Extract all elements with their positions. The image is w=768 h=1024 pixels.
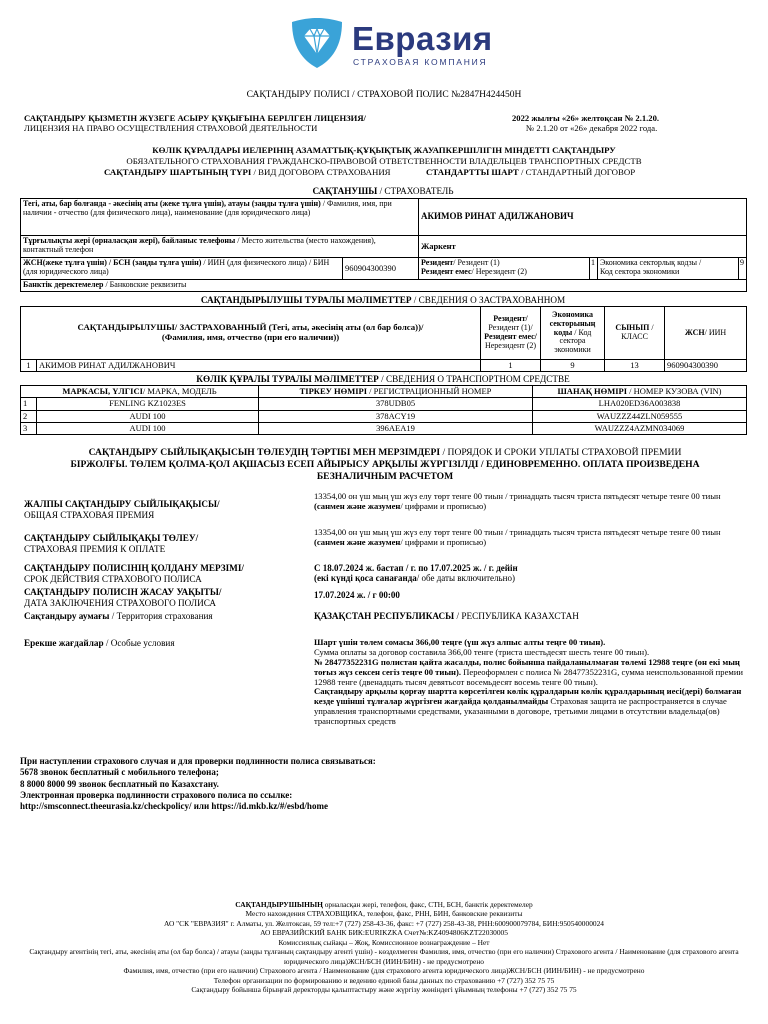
- vehicle-row-reg: 378UDB05: [259, 398, 533, 410]
- payment-order-title: САҚТАНДЫРУ СЫЙЛЫҚАҚЫСЫН ТӨЛЕУДІҢ ТӘРТІБІ МЕН МЕРЗІМДЕРІ / ПОРЯДОК И СРОКИ УПЛАТЫ СТРАХОВОЙ ПРЕМИИ: [88, 447, 682, 458]
- insurer-table: [20, 198, 747, 292]
- footer-line: Место нахождения СТРАХОВЩИКА, телефон, факс, РНН, БИН, банковские реквизиты: [245, 909, 523, 919]
- table-row: [21, 398, 747, 410]
- territory-label: Сақтандыру аумағы / Территория страхования: [24, 611, 213, 621]
- vehicle-col-reg: ТІРКЕУ НӨМІРІ / РЕГИСТРАЦИОННЫЙ НОМЕР: [259, 386, 533, 398]
- insurer-sector-value: 9: [739, 258, 747, 280]
- footer-line: АО ЕВРАЗИЙСКИЙ БАНК БИК:EURIKZKA Счет№:KZ4094806KZT22030005: [260, 928, 508, 938]
- footer-line: Сақтандыру агентінің тегі, аты, әкесінің аты (ол бар болса) / атауы (заңды тұлғаның сақтандыру агенті үшін) - көзделмеген Фамилия, имя, отчество (при его наличии) Страхового агента / Наименование (для страхового агента юридического лица)ЖСН/БСН (ИИН/БИН) - не предусмотрено: [29, 947, 739, 966]
- insurer-address-label: Тұрғылықты жері (орналасқан жері), байланыс телефоны / Место жительства (место нахождения), контактный телефон: [21, 236, 419, 258]
- insurer-iin-value: 960904300390: [343, 258, 419, 280]
- special-conditions-label: Ерекше жағдайлар / Особые условия: [24, 638, 175, 648]
- contract-type-label: САҚТАНДЫРУ ШАРТЫНЫҢ ТҮРІ / ВИД ДОГОВОРА СТРАХОВАНИЯ: [104, 167, 391, 177]
- insurer-resident-value: 1: [590, 258, 598, 280]
- term-label: САҚТАНДЫРУ ПОЛИСІНІҢ ҚОЛДАНУ МЕРЗІМІ/ СРОК ДЕЙСТВИЯ СТРАХОВОГО ПОЛИСА: [24, 563, 244, 584]
- insurer-address-value: Жаркент: [419, 236, 747, 258]
- license-date-kz: 2022 жылғы «26» желтоқсан № 2.1.20.: [512, 113, 660, 123]
- insured-table: [20, 306, 747, 372]
- insurance-type-ru: ОБЯЗАТЕЛЬНОГО СТРАХОВАНИЯ ГРАЖДАНСКО-ПРАВОВОЙ ОТВЕТСТВЕННОСТИ ВЛАДЕЛЬЦЕВ ТРАНСПОРТНЫХ СРЕДСТВ: [126, 156, 642, 166]
- insured-section-title: САҚТАНДЫРЫЛУШЫ ТУРАЛЫ МӘЛІМЕТТЕР / СВЕДЕНИЯ О ЗАСТРАХОВАННОМ: [200, 295, 566, 305]
- insured-row-name: АКИМОВ РИНАТ АДИЛЖАНОВИЧ: [37, 360, 481, 372]
- table-row: [21, 423, 747, 435]
- vehicle-col-model: МАРКАСЫ, ҮЛГІСІ/ МАРКА, МОДЕЛЬ: [21, 386, 259, 398]
- insured-row-resident: 1: [481, 360, 541, 372]
- verification-link[interactable]: http://smsconnect.theeurasia.kz/checkpolicy/ или https://id.mkb.kz/#/esbd/home: [20, 801, 328, 811]
- insured-col-iin: ЖСН/ ИИН: [665, 307, 747, 360]
- insurer-sector-label: Экономика секторлық кодзы / Код сектора экономики: [598, 258, 739, 280]
- vehicle-row-reg: 378ACY19: [259, 410, 533, 422]
- footer-line: Сақтандыру бойынша бірыңғай деректорды қалыптастыру және жүргізу жөніндегі ұйымның телефоны +7 (727) 352 75 75: [191, 985, 577, 995]
- insured-col-sector: Экономика секторының коды / Код сектора экономики: [541, 307, 605, 360]
- vehicle-row-vin: LHA020ED36A003838: [533, 398, 747, 410]
- footer-line: АО "СК "ЕВРАЗИЯ" г. Алматы, ул. Желтоксан, 59 тел:+7 (727) 258-43-36, факс: +7 (727) 258-43-38, РНН:600900079784, БИН:950540000024: [164, 918, 604, 928]
- vehicle-row-vin: WAUZZZ44ZLN059555: [533, 410, 747, 422]
- insurer-section-title: САҚТАНУШЫ / СТРАХОВАТЕЛЬ: [312, 186, 454, 196]
- table-row: [21, 360, 747, 372]
- vehicle-table: [20, 385, 747, 435]
- policy-title: САҚТАНДЫРУ ПОЛИСІ / СТРАХОВОЙ ПОЛИС №2847H424450H: [246, 90, 522, 100]
- insurer-name-value: АКИМОВ РИНАТ АДИЛЖАНОВИЧ: [419, 199, 747, 236]
- insured-col-resident: Резидент/ Резидент (1)/ Резидент емес/ Нерезидент (2): [481, 307, 541, 360]
- license-label-kz: САҚТАНДЫРУ ҚЫЗМЕТІН ЖҮЗЕГЕ АСЫРУ ҚҰҚЫҒЫНА БЕРІЛГЕН ЛИЦЕНЗИЯ/: [24, 113, 366, 123]
- special-conditions-value: Шарт үшін төлем сомасы 366,00 теңге (үш жүз алпыс алты теңге 00 тиын). Сумма оплаты за договор составила 366,00 тенге (триста шестьдесят шесть тенге 00 тиын). № 28477352231G полистан қайта жасалды, полис бойынша пайдаланылмаған төлемі 12988 теңге (он екі мың тоғыз жүз сексен сегіз теңге 00 тиын). Переоформлен с полиса № 28477352231G, сумма неиспользованной премии 12988 тенге (двенадцать тысяч девятьсот восемьдесят восемь тенге 00 тиын). Сақтандыру арқылы қорғау шартта көрсетілген көлік құралдарын көлік құралдарының иесі(дері) болмаған кезде үшінші тұлғалар жүргізген жағдайда қолданылмайды Страховая защита не распространяется в случае управления транспортными средствами, указанными в договоре, третьими лицами в отсутствии владельца(ов) транспортных средств: [314, 637, 744, 726]
- vehicle-row-num: 2: [21, 410, 37, 422]
- contract-type-value: СТАНДАРТТЫ ШАРТ / СТАНДАРТНЫЙ ДОГОВОР: [426, 167, 636, 177]
- insurer-name-label: Тегі, аты, бар болғанда - әкесінің аты (жеке тұлға үшін), атауы (заңды тұлға үшін) / Фамилия, имя, при наличии - отчество (для физического лица), наименование (для юридического лица): [21, 199, 419, 236]
- contact-line: 8 8000 8000 99 звонок бесплатный по Казахстану.: [20, 778, 219, 789]
- premium-label: ЖАЛПЫ САҚТАНДЫРУ СЫЙЛЫҚАҚЫСЫ/ ОБЩАЯ СТРАХОВАЯ ПРЕМИЯ: [24, 499, 220, 520]
- vehicle-row-model: FENLING KZ1023ES: [37, 398, 259, 410]
- contract-date-label: САҚТАНДЫРУ ПОЛИСІН ЖАСАУ УАҚЫТЫ/ ДАТА ЗАКЛЮЧЕНИЯ СТРАХОВОГО ПОЛИСА: [24, 587, 222, 608]
- insured-row-class: 13: [605, 360, 665, 372]
- logo-wordmark: Евразия: [352, 20, 493, 57]
- insured-row-sector: 9: [541, 360, 605, 372]
- insurance-type-kz: КӨЛІК ҚҰРАЛДАРЫ ИЕЛЕРІНІҢ АЗАМАТТЫҚ-ҚҰҚЫҚТЫҚ ЖАУАПКЕРШІЛІГІН МІНДЕТТІ САҚТАНДЫРУ: [152, 145, 616, 155]
- contract-date-value: 17.07.2024 ж. / г 00:00: [314, 590, 400, 600]
- footer-line: САҚТАНДЫРУШЫНЫҢ орналасқан жері, телефон, факс, СТН, БСН, банктік деректемелер: [235, 900, 533, 909]
- footer: [10, 900, 758, 995]
- payable-label: САҚТАНДЫРУ СЫЙЛЫҚАҚЫ ТӨЛЕУ/ СТРАХОВАЯ ПРЕМИЯ К ОПЛАТЕ: [24, 533, 199, 554]
- license-date-ru: № 2.1.20 от «26» декабря 2022 года.: [526, 123, 658, 133]
- vehicle-section-title: КӨЛІК ҚҰРАЛЫ ТУРАЛЫ МӘЛІМЕТТЕР / СВЕДЕНИЯ О ТРАНСПОРТНОМ СРЕДСТВЕ: [196, 374, 570, 384]
- table-row: [21, 410, 747, 422]
- insured-row-iin: 960904300390: [665, 360, 747, 372]
- contact-line: 5678 звонок бесплатный с мобильного телефона;: [20, 767, 219, 778]
- contact-info: [20, 756, 376, 812]
- term-value: С 18.07.2024 ж. бастап / г. по 17.07.2025 ж. / г. дейін (екі күнді қоса санағанда/ обе даты включительно): [314, 563, 518, 584]
- vehicle-row-num: 1: [21, 398, 37, 410]
- contact-line: Электронная проверка подлинности страхового полиса по ссылке:: [20, 789, 293, 800]
- diamond-shield-icon: [290, 16, 344, 70]
- company-logo: [290, 16, 493, 72]
- payable-value: 13354,00 он үш мың үш жүз елу төрт тенге 00 тиын / тринадцать тысяч триста пятьдесят четыре тенге 00 тиын (санмен және жазумен/ цифрами и прописью): [314, 527, 721, 547]
- contact-line: При наступлении страхового случая и для проверки подлинности полиса связываться:: [20, 756, 376, 766]
- territory-value: ҚАЗАҚСТАН РЕСПУБЛИКАСЫ / РЕСПУБЛИКА КАЗАХСТАН: [314, 611, 579, 621]
- insurer-iin-label: ЖСН(жеке тұлға үшін) / БСН (заңды тұлға үшін) / ИИН (для физического лица) / БИН (для юридического лица): [21, 258, 343, 280]
- premium-value: 13354,00 он үш мың үш жүз елу төрт тенге 00 тиын / тринадцать тысяч триста пятьдесят четыре тенге 00 тиын (санмен және жазумен/ цифрами и прописью): [314, 491, 721, 511]
- insurer-resident-label: Резидент/ Резидент (1) Резидент емес/ Нерезидент (2): [419, 258, 590, 280]
- license-label-ru: ЛИЦЕНЗИЯ НА ПРАВО ОСУЩЕСТВЛЕНИЯ СТРАХОВОЙ ДЕЯТЕЛЬНОСТИ: [24, 123, 318, 133]
- vehicle-row-vin: WAUZZZ4AZMN034069: [533, 423, 747, 435]
- vehicle-row-num: 3: [21, 423, 37, 435]
- vehicle-row-reg: 396AEA19: [259, 423, 533, 435]
- payment-mode: БІРЖОЛҒЫ. ТӨЛЕМ ҚОЛМА-ҚОЛ АҚШАСЫЗ ЕСЕП АЙЫРЫСУ АРҚЫЛЫ ЖҮРГІЗІЛДІ / ЕДИНОВРЕМЕННО. ОПЛАТА ПРОИЗВЕДЕНА БЕЗНАЛИЧНЫМ РАСЧЕТОМ: [70, 459, 700, 482]
- vehicle-row-model: AUDI 100: [37, 423, 259, 435]
- vehicle-col-vin: ШАНАҚ НӨМІРІ / НОМЕР КУЗОВА (VIN): [533, 386, 747, 398]
- logo-subtitle: СТРАХОВАЯ КОМПАНИЯ: [353, 57, 488, 67]
- footer-line: Телефон организации по формированию и ведению единой базы данных по страхованию +7 (727) 352 75 75: [213, 975, 555, 985]
- footer-line: Комиссиялық сыйақы – Жоқ, Комиссионное вознаграждение – Нет: [278, 937, 490, 947]
- insurer-bank-label: Банктік деректемелер / Банковские реквизиты: [21, 280, 747, 292]
- insured-col-name: САҚТАНДЫРЫЛУШЫ/ ЗАСТРАХОВАННЫЙ (Тегі, аты, әкесінің аты (ол бар болса))/ (Фамилия, имя, отчество (при его наличии)): [21, 307, 481, 360]
- vehicle-row-model: AUDI 100: [37, 410, 259, 422]
- insured-col-class: СЫНЫП / КЛАСС: [605, 307, 665, 360]
- footer-line: Фамилия, имя, отчество (при его наличии) Страхового агента / Наименование (для страхового агента юридического лица)ЖСН/БСН (ИИН/БИН) - не предусмотрено: [123, 966, 645, 976]
- insured-row-num: 1: [21, 360, 37, 372]
